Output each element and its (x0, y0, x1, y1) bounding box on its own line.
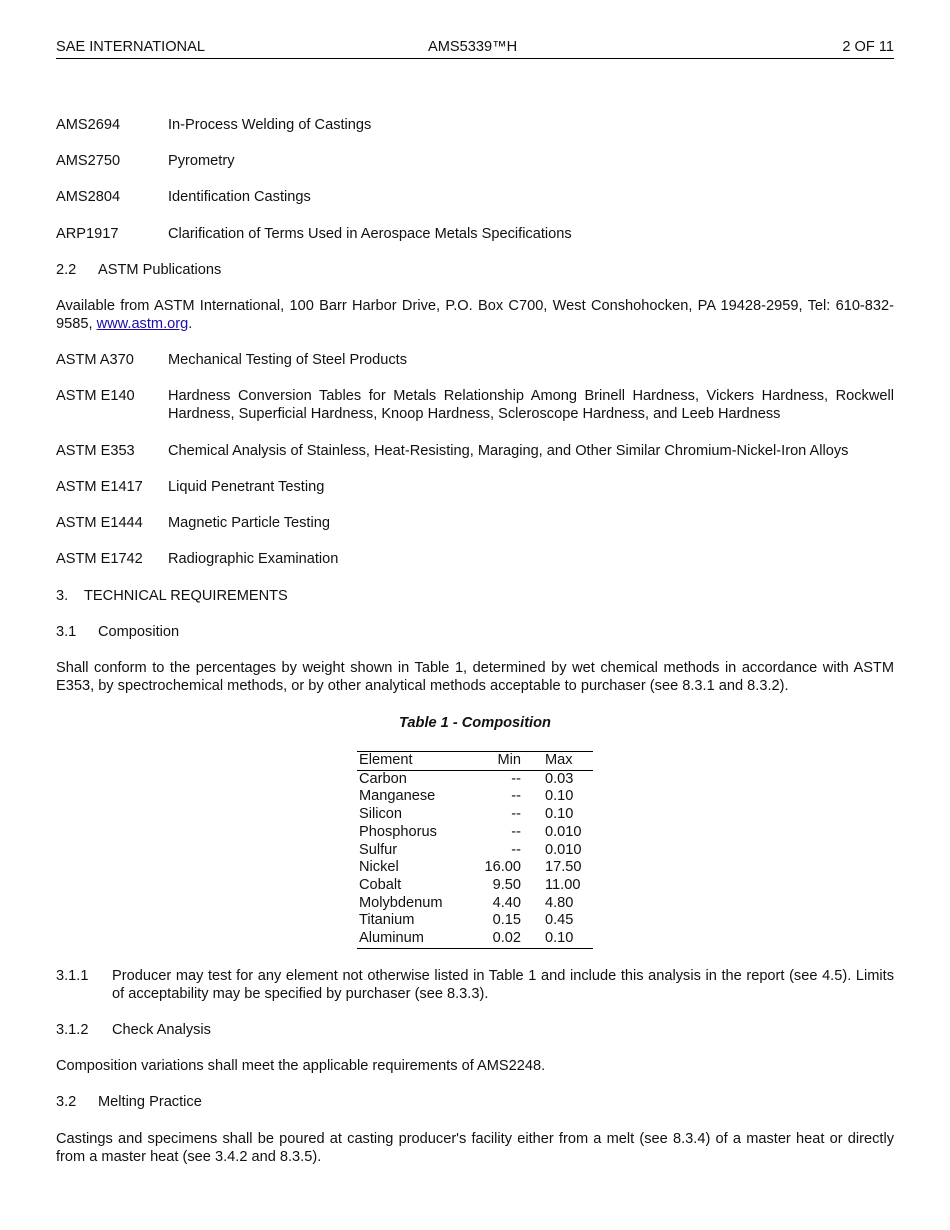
cell-max: 0.010 (545, 823, 582, 840)
section-title: TECHNICAL REQUIREMENTS (84, 588, 288, 604)
reference-title: Liquid Penetrant Testing (168, 479, 325, 495)
section-title: Melting Practice (98, 1094, 202, 1110)
cell-max: 0.45 (545, 912, 574, 929)
table-row (357, 824, 593, 842)
reference-code: AMS2804 (56, 189, 121, 205)
reference-title: Identification Castings (168, 189, 311, 205)
reference-code: ASTM E1444 (56, 515, 143, 531)
section-heading-3-1 (56, 623, 179, 641)
cell-min: 0.15 (492, 912, 521, 929)
reference-title: Pyrometry (168, 153, 235, 169)
cell-element: Sulfur (359, 841, 398, 858)
section-number: 3.2 (56, 1094, 77, 1110)
cell-min: 9.50 (492, 876, 521, 893)
cell-max: 0.10 (545, 806, 574, 823)
table-row (357, 859, 593, 877)
cell-max: 0.10 (545, 788, 574, 805)
reference-code: AMS2750 (56, 153, 121, 169)
cell-element: Manganese (359, 788, 436, 805)
section-title: Check Analysis (112, 1022, 211, 1038)
cell-max: 17.50 (545, 859, 582, 876)
cell-min: 16.00 (484, 859, 521, 876)
cell-min: 4.40 (492, 894, 521, 911)
reference-title: Mechanical Testing of Steel Products (168, 352, 408, 368)
cell-element: Phosphorus (359, 823, 437, 840)
reference-title: In-Process Welding of Castings (168, 117, 372, 133)
reference-title: Magnetic Particle Testing (168, 515, 330, 531)
cell-min: -- (511, 806, 521, 823)
column-header-element: Element (357, 752, 481, 771)
reference-code: ASTM E1417 (56, 479, 143, 495)
reference-code: ASTM E140 (56, 388, 135, 404)
section-number: 3.1.1 (56, 968, 89, 984)
cell-element: Aluminum (357, 930, 481, 948)
cell-min: -- (511, 823, 521, 840)
cell-min: -- (511, 788, 521, 805)
cell-element: Carbon (359, 770, 407, 787)
reference-title: Radiographic Examination (168, 551, 339, 567)
section-number: 3.1.2 (56, 1022, 89, 1038)
cell-max: 4.80 (545, 894, 574, 911)
astm-website-link[interactable]: www.astm.org (96, 316, 189, 332)
page-header (56, 38, 894, 59)
table-row (357, 877, 593, 895)
cell-max: 0.010 (545, 841, 582, 858)
reference-code: ARP1917 (56, 226, 119, 242)
section-title: Composition (98, 624, 180, 640)
cell-max: 0.10 (545, 930, 593, 948)
section-heading-3-2 (56, 1093, 202, 1111)
table-row (357, 788, 593, 806)
table-title: Table 1 - Composition (399, 715, 551, 731)
reference-code: ASTM A370 (56, 352, 134, 368)
section-heading-3-1-2 (56, 1021, 211, 1039)
header-org: SAE INTERNATIONAL (56, 39, 205, 55)
paragraph-text-end: . (188, 316, 193, 332)
astm-availability-paragraph (56, 297, 894, 333)
table-row (357, 770, 593, 788)
cell-element: Nickel (359, 859, 399, 876)
table-row (357, 842, 593, 860)
composition-table (357, 751, 593, 949)
header-page-number: 2 OF 11 (842, 39, 894, 55)
section-heading-2-2 (56, 261, 221, 279)
table-header-row (357, 752, 593, 771)
composition-paragraph: Shall conform to the percentages by weight shown in Table 1, determined by wet chemical methods in accordance with ASTM E353, by spectrochemical methods, or by other analytical methods acceptable to purchaser (see 8.3.1 and 8.3.2). (56, 660, 894, 694)
cell-element: Molybdenum (359, 894, 443, 911)
section-number: 3.1 (56, 624, 77, 640)
paragraph-text: Available from ASTM International, 100 Barr Harbor Drive, P.O. Box C700, West Conshohocken, PA 19428-2959, Tel: 610-832-9585, (56, 298, 894, 332)
cell-min: -- (511, 770, 521, 787)
cell-element: Silicon (359, 806, 402, 823)
section-number: 2.2 (56, 262, 77, 278)
cell-min: -- (511, 841, 521, 858)
table-row (357, 806, 593, 824)
cell-max: 11.00 (545, 876, 581, 893)
section-text: Producer may test for any element not otherwise listed in Table 1 and include this analysis in the report (see 4.5). Limits of acceptability may be specified by purchaser (see 8.3.3). (112, 968, 894, 1002)
section-heading-3 (56, 587, 288, 605)
reference-title: Clarification of Terms Used in Aerospace Metals Specifications (168, 226, 572, 242)
cell-element: Titanium (359, 912, 415, 929)
cell-min: 0.02 (481, 930, 521, 948)
reference-code: AMS2694 (56, 117, 121, 133)
column-gap (521, 752, 545, 771)
section-number: 3. (56, 588, 69, 604)
column-header-max: Max (545, 752, 593, 771)
cell-element: Cobalt (359, 876, 402, 893)
reference-title: Hardness Conversion Tables for Metals Relationship Among Brinell Hardness, Vickers Hardness, Rockwell Hardness, Superficial Hardness, Knoop Hardness, Scleroscope Hardness, and Leeb Hardness (168, 388, 894, 422)
column-header-min: Min (481, 752, 521, 771)
table-row (357, 895, 593, 913)
header-doc-id: AMS5339™H (428, 39, 518, 55)
reference-code: ASTM E353 (56, 443, 135, 459)
reference-code: ASTM E1742 (56, 551, 143, 567)
table-row (357, 930, 593, 948)
section-title: ASTM Publications (98, 262, 222, 278)
table-row (357, 912, 593, 930)
melting-practice-paragraph: Castings and specimens shall be poured at casting producer's facility either from a melt (see 8.3.4) of a master heat or directly from a master heat (see 3.4.2 and 8.3.5). (56, 1131, 894, 1165)
check-analysis-paragraph: Composition variations shall meet the applicable requirements of AMS2248. (56, 1058, 546, 1074)
reference-title: Chemical Analysis of Stainless, Heat-Resisting, Maraging, and Other Similar Chromium-Nickel-Iron Alloys (168, 443, 849, 459)
cell-max: 0.03 (545, 770, 574, 787)
